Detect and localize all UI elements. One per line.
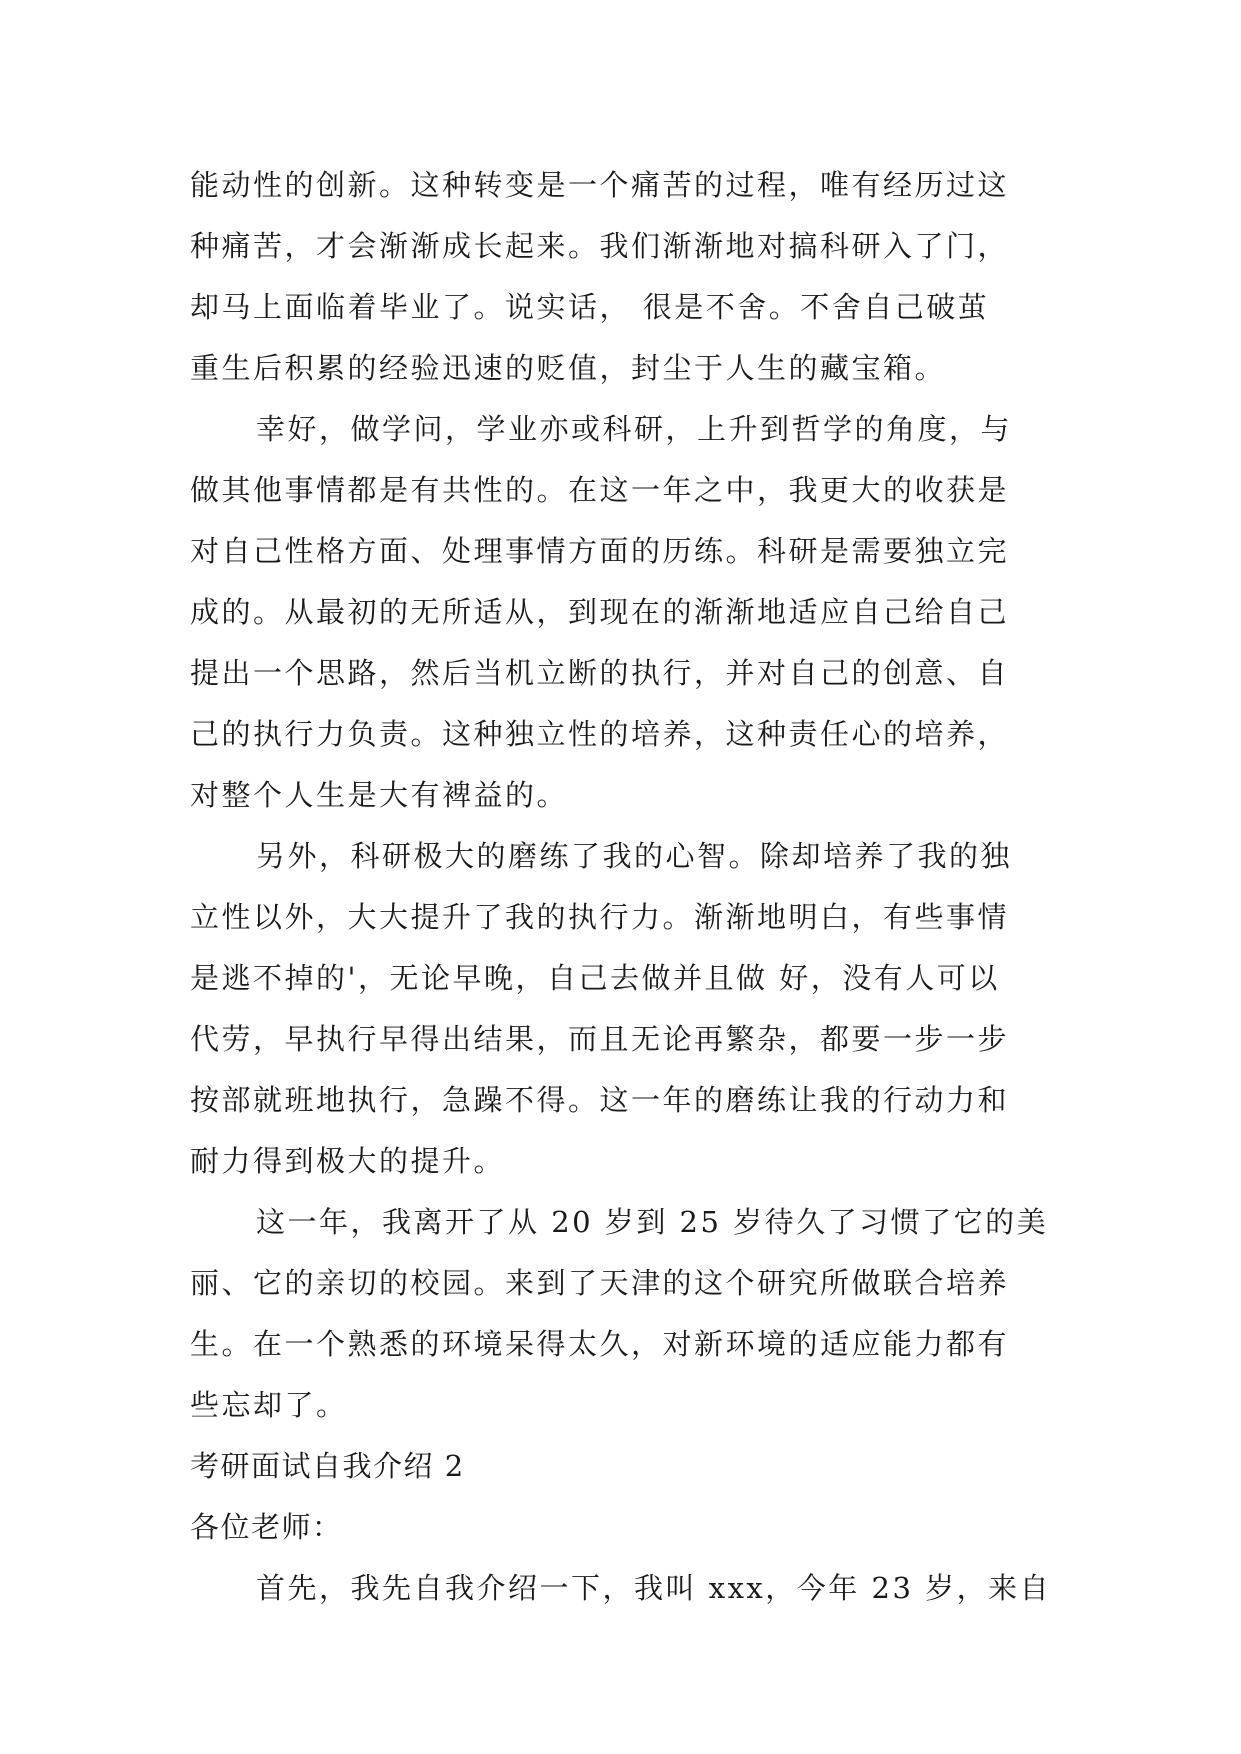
text-line: 重生后积累的经验迅速的贬值，封尘于人生的藏宝箱。 [190, 351, 947, 385]
text-line: 对自己性格方面、处理事情方面的历练。科研是需要独立完 [190, 534, 1010, 568]
text-line: 生。在一个熟悉的环境呆得太久，对新环境的适应能力都有 [190, 1327, 1010, 1361]
text-line: 按部就班地执行，急躁不得。这一年的磨练让我的行动力和 [190, 1083, 1010, 1117]
text-line: 提出一个思路，然后当机立断的执行，并对自己的创意、自 [190, 656, 1010, 690]
paragraph-start-line: 幸好，做学问，学业亦或科研，上升到哲学的角度，与 [256, 412, 1013, 446]
text-line: 代劳，早执行早得出结果，而且无论再繁杂，都要一步一步 [190, 1022, 1010, 1056]
text-line: 种痛苦，才会渐渐成长起来。我们渐渐地对搞科研入了门， [190, 229, 1010, 263]
text-line: 能动性的创新。这种转变是一个痛苦的过程，唯有经历过这 [190, 168, 1010, 202]
text-line: 做其他事情都是有共性的。在这一年之中，我更大的收获是 [190, 473, 1010, 507]
paragraph-start-line: 这一年，我离开了从 20 岁到 25 岁待久了习惯了它的美 [256, 1205, 1049, 1239]
text-line: 却马上面临着毕业了。说实话， 很是不舍。不舍自己破茧 [190, 290, 990, 324]
text-line: 成的。从最初的无所适从，到现在的渐渐地适应自己给自己 [190, 595, 1010, 629]
text-line: 立性以外，大大提升了我的执行力。渐渐地明白，有些事情 [190, 900, 1010, 934]
paragraph-start-line: 另外，科研极大的磨练了我的心智。除却培养了我的独 [256, 839, 1013, 873]
text-line: 己的执行力负责。这种独立性的培养，这种责任心的培养， [190, 717, 1010, 751]
text-line: 丽、它的亲切的校园。来到了天津的这个研究所做联合培养 [190, 1266, 1010, 1300]
section-heading: 考研面试自我介绍 2 [190, 1449, 465, 1483]
document-body [190, 155, 1060, 1619]
text-line: 对整个人生是大有裨益的。 [190, 778, 569, 812]
text-line: 些忘却了。 [190, 1388, 348, 1422]
text-line: 是逃不掉的'，无论早晚，自己去做并且做 好，没有人可以 [190, 961, 1000, 995]
text-line: 耐力得到极大的提升。 [190, 1144, 506, 1178]
salutation: 各位老师： [190, 1510, 343, 1544]
paragraph-start-line: 首先，我先自我介绍一下，我叫 xxx，今年 23 岁，来自 [256, 1571, 1052, 1605]
